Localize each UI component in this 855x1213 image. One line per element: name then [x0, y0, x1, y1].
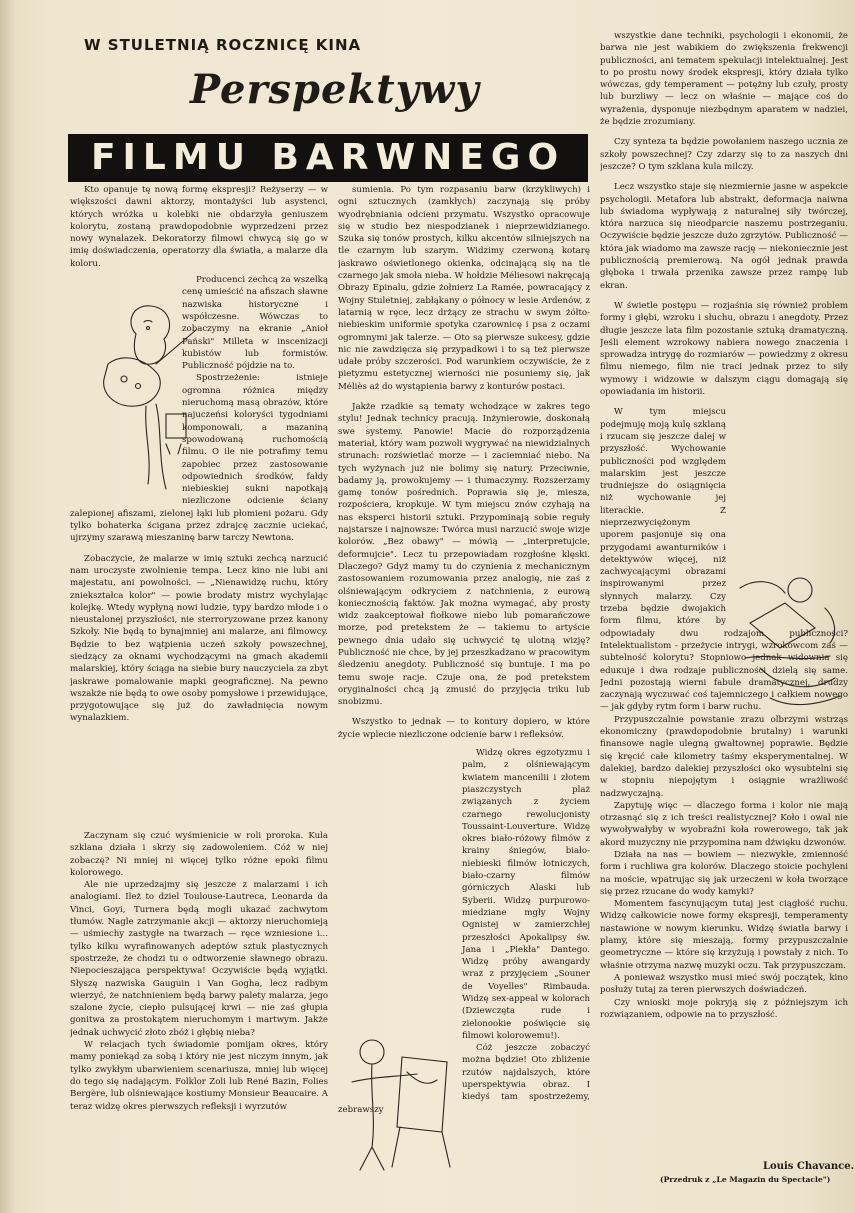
reclining-figure-sketch-icon	[730, 568, 848, 718]
col3-paragraph-4: W świetle postępu — rozjaśnia się również problem formy i głębi, wzroku i słuchu, obrazu i anegdoty. Przez długie jeszcze lata film pozostanie sztuką dramatyczną. Jeśli element wzrokowy nabiera nowego znaczenia i sprowadza intrygę do rozmiarów — powiedzmy z okresu filmu niemego, film nie traci jednak przez to siły wymowy i widzowie w dalszym ciągu domagają się opowiadania im historii.	[600, 300, 848, 398]
binding-spine	[0, 0, 14, 1213]
col1-paragraph-1: Kto opanuje tę nową formę ekspresji? Reżyserzy — w większości dawni aktorzy, montażyści lub asystenci, których wróżka u kolebki nie obdarzyła geniuszem kolorytu, zostaną prawdopodobnie wyprzedzeni przez nowy wynalazek. Dekoratorzy filmowi chwycą się go w imię doświadczenia, operatorzy dla światła, a malarze dla koloru.	[70, 185, 328, 269]
col1-paragraph-4: Zobaczycie, że malarze w imię sztuki zechcą narzucić nam uroczyste zwolnienie tempa. Lecz kino nie lubi ani majestatu, ani powolności. — „Nienawidzę ruchu, który zniekształca kolor" — powie brodaty mistrz wychylając kolejkę. Wtedy wypłyną nowi ludzie, typy bardzo młode i o nieustalonej przyszłości, nie sterroryzowane przez kanony Szkoły. Nie będą to bynajmniej ani malarze, ani filmowcy. Będzie to bez wątpienia uczeń szkoły powszechnej, siedzący za oknami wychodzącymi na gmach akademii malarskiej, który ściąga na siebie bury nauczyciela za zbyt jaskrawe pomalowanie mapki geograficznej. Na pewno wszakże nie będą to owe osoby pomysłowe i przewidujące, przygotowujące się już do zawładnięcia nowym wynalazkiem.	[70, 553, 328, 724]
article-title-banner: FILMU BARWNEGO	[68, 134, 588, 182]
article-supertitle: W STULETNIĄ ROCZNICĘ KINA	[84, 36, 362, 54]
col2-paragraph-5: Cóż jeszcze zobaczyć można będzie! Oto zbliżenie rzutów najdalszych, które uperspektywia obraz. I kiedyś tam spostrzeżemy, zebrawszy	[338, 1043, 590, 1115]
col1-paragraph-3: Spostrzeżenie: istnieje ogromna różnica między nieruchomą masą obrazów, które najuczeńsi koloryści tygodniami komponowali, a mazaniną spowodowaną ruchomością filmu. O ile nie potrafimy temu zapobiec przez zastosowanie odpowiednich środków, fałdy niebieskiej sukni napotkają niezliczone odcienie ściany zalepionej afiszami, zielonej łąki lub płomieni pożaru. Gdy tylko bohaterka ścigana przez zdrajcę zacznie uciekać, ujrzymy szarawą mieszaninę barw tarczy Newtona.	[70, 373, 328, 544]
col1-paragraph-6: Ale nie uprzedzajmy się jeszcze z malarzami i ich analogiami. Ileż to dziel Toulouse-Lautreca, Leonarda da Vinci, Goyi, Turnera będą mogli ukazać zachwytom tłumów. Nagle zatrzymanie akcji — aktorzy nieruchomieją — uśmiechy zastygłe na twarzach — ręce wzniesione i... tylko kilku wyrafinowanych adeptów sztuk plastycznych spostrzeże, że chodzi tu o odtworzenie sławnego obrazu. Niepocieszająca perspektywa! Oczywiście będą wyjątki. Słyszę nazwiska Gauguin i Van Gogha, lecz radbym wierzyć, że natchnieniem będą barwy palety malarza, jego szalone życie, ciepło pulsującej krwi — nie zaś głupia gonitwa za prostokątem nieruchomym i martwym. Jakże jednak uchwycić złoto zbóż i głębię nieba?	[70, 880, 328, 1038]
col3-paragraph-8: Działa na nas — bowiem — niezwykłe, zmienność form i ruchliwa gra kolorów. Dlaczego stoicie pochyleni na moście, wpatrując się jak urzeczeni w koła tworzące się przez rzucane do wody kamyki?	[600, 850, 848, 897]
author-signature: Louis Chavance.	[763, 1161, 855, 1172]
col3-paragraph-9: Momentem fascynującym tutaj jest ciągłość ruchu. Widzę całkowicie nowe formy ekspresji, temperamenty nastawione w nowym kierunku. Widzę światła barwy i plamy, które się mieszają, formy przypuszczalnie geometryczne — które się krzyżują i powstały z nich. To właśnie otrzyma nazwę muzyki oczu. Tak przypuszczam.	[600, 899, 848, 971]
col2-paragraph-3: Wszystko to jednak — to kontury dopiero, w które życie wplecie niezliczone odcienie barw i refleksów.	[338, 717, 590, 740]
col3-paragraph-1: wszystkie dane techniki, psychologii i ekonomii, że barwa nie jest wabikiem do zwiększenia frekwencji publiczności, ani tematem spekulacji intelektualnej. Jest to po prostu nowy środek ekspresji, który działa tylko wówczas, gdy temperament — potężny lub czuły, prosty lub burzliwy — lecz on właśnie — mające coś do wyrażenia, dysponuje niezbędnym aparatem w nadziei, że będzie zrozumiany.	[600, 31, 848, 128]
col3-paragraph-5: W tym miejscu podejmuję moją kulę szklaną i rzucam się jeszcze dalej w przyszłość. Wychowanie publiczności pod względem malarskim jest jeszcze trudniejsze do osiągnięcia niż wychowanie jej literackie. Z nieprzezwyciężonym uporem pasjonuje się ona przygodami awanturników i detektywów więcej, niż zachwycającymi obrazami inspirowanymi przez słynnych malarzy. Czy trzeba będzie dwojakich form filmu, które by odpowiadały dwu rodzajom publiczności? Intelektualistom - przeżycie intrygi, wzrokowcom zaś — subtelność kolorytu? Stopniowo jednak widownia się eduкuje i dwa rodzaje publiczności dzielą się same. Jedni pozostają wierni fabule dramatycznej, drudzy zaczynają wyczuwać coś tajemniczego i całkiem nowego — jak gdyby rytm form i barw ruchu.	[600, 407, 848, 713]
col1-paragraph-5: Zaczynam się czuć wyśmienicie w roli proroka. Kula szklana działa i skrzy się zadowoleniem. Cóż w niej zobaczę? Ni mniej ni więcej tylko różne epoki filmu kolorowego.	[70, 831, 328, 878]
column-1-lower	[70, 830, 328, 1210]
column-1	[70, 184, 328, 809]
figure-with-easel-sketch-icon	[342, 1022, 462, 1172]
col3-paragraph-11: Czy wnioski moje pokryją się z późniejszym ich rozwiązaniem, odpowie na to przyszłość.	[600, 997, 848, 1020]
col1-paragraph-2: Producenci zechcą za wszelką cenę umieścić na afiszach sławne nazwiska historyczne i współczesne. Wówczas to zobaczymy na ekranie „Anioł Pański" Milleta w inscenizacji kubistów lub formistów. Publiczność pójdzie na to.	[182, 275, 328, 372]
article-title-script: Perspektywy	[190, 66, 480, 113]
col3-paragraph-10: A ponieważ wszystko musi mieć swój początek, kino posłuży tutaj za teren pierwszych doświadczeń.	[600, 972, 848, 996]
col2-paragraph-1: sumienia. Po tym rozpasaniu barw (krzykliwych) i ogni sztucznych (zamkłych) zaczynają się próby wyodrębniania odcieni przymatu. Wszystko opracowuje się w studio bez niespodzianek i nieprzewidzianego. Szuka się tonów prostych, kilku akcentów silniejszych na tle czarnym lub szarym. Widzimy czerwoną kotarę jaskrawo oświetlonego okienka, odcinającą się na tle czarnego jak smoła nieba. W hołdzie Méliesowi nakręcają Obrazy Epinalu, gdzie żołnierz La Ramée, powracający z Wojny Stuletniej, zabłąkany o północy w lesie Ardenów, z latarnią w ręce, lecz drżący ze strachu w swym żółto-niebieskim uniformie spotyka czarownicę i psa z oczami ogromnymi jak talerze. — Oto są pierwsze sukcesy, gdzie nic nie zawdzięcza się przypadkowi i to są też pierwsze udałe próby szczerości. Pod warunkiem oczywiście, że z pietyzmu estetycznej wierności nie posuniemy się, jak Méliès aż do wystąpienia barwy z konturów postaci.	[338, 185, 590, 392]
col3-paragraph-2: Czy synteza ta będzie powołaniem naszego ucznia ze szkoły powszechnej? Czy zdarzy się to za naszych dni jeszcze? O tym szklana kula milczy.	[600, 137, 848, 172]
col3-paragraph-3: Lecz wszystko staje się niezmiernie jasne w aspekcie psychologii. Metafora lub abstrakt, deformacja naiwna lub świadoma wypływają z naturalnej siły twórczej, która narzuca się nieodparcie naszemu postrzeganiu. Oczywiście będzie jeszcze dużo zgrzytów. Publiczność — która jak wiadomo ma zawsze rację — niekoniecznie jest publicznością premierową. Na ogół jednak prawda głęboka i trwała przenika zawsze przez rampę lub ekran.	[600, 182, 848, 291]
source-note: (Przedruk z „Le Magazin du Spectacle")	[660, 1175, 831, 1184]
col2-paragraph-4: Widzę okres egzotyzmu i palm, z olśniewającym kwiatem mancenilii i złotem piaszczystych plaż związanych z życiem czarnego rewolucjonisty Toussaint-Louverture. Widzę okres biało-różowy filmów z krainy śniegów, biało-niebieski filmów lotniczych, biało-czarny filmów górniczych Alaski lub Syberii. Widzę purpurowo-miedziane mgły Wojny Ognistej w zamierzchłej przeszłości Apokalipsy św. Jana i „Piekła" Dantego. Widzę próby awangardy wraz z przyjęciem „Souner de Voyelles" Rimbauda. Widzę sex-appeal w kolorach (Dziewczęta rude i zielonookie poświęcie się filmowi kolorowemu!).	[462, 748, 590, 1041]
painter-caricature-sketch-icon	[96, 294, 206, 494]
col3-paragraph-7: Zapytuję więc — dlaczego forma i kolor nie mają otrzasnąć się z ich treści realistycznej? Koło i owal nie wywoływałyby w wyobraźni koła rowerowego, tak jak akord muzyczny nie przypomina nam dźwięku dzwonów.	[600, 800, 848, 848]
col2-paragraph-2: Jakże rzadkie są tematy wchodzące w zakres tego stylu! Jednak technicy pracują. Inżynierowie, doskonałą swe systemy. Panowie! Macie do rozporządzenia materiał, który wam pozwoli wygrywać na niewidzialnych strunach: rozświetlać morze — i zaciemniać niebo. Na tych wyżynach już nie bolimy się natury. Przeciwnie, badamy ją, prowokujemy — i tłumaczymy. Rozszerzamy gamę tonów pośrednich. Poprawia się je, miesza, rozpościera, kropkuje. W tym miejscu znów czyhają na nas eksperci historii sztuki. Przypominają sobie reguły najstarsze i najnowsze: Twórca musi narzucić swoje wizje kolorów. „Bez obawy" — mówią — „interpretujcie, deformujcie". Lecz tu przepowiadam rozgłośne klęski. Dlaczego? Gdyż mamy tu do czynienia z mechanicznym zastosowaniem rozumowania przez analogię, nie zaś z olśniewającym odkryciem z natchnienia, z eurową koniecznością faktów. Jak można wymagać, aby prosty widz zaakceptował fiołkowe niebo lub pomarańczowe morze, pod pretekstem że — takiemu to artyście pewnego dnia udało się uchwycić tę ulotną wizję? Publiczność nie chce, by jej przeszkadzano w pracowitym śledzeniu anegdoty. Publiczność się buntuje. I ma po temu swoje racje. Czuje ona, że pod pretekstem oryginalności chcą ją zmusić do przyjęcia triku lub snobizmu.	[338, 402, 590, 708]
col3-paragraph-6: Przypuszczalnie powstanie zrazu olbrzymi wstrząs ekonomiczny (prawdopodobnie brutalny) i warunki finansowe nagle ulegną gwałtownej poprawie. Będzie się kręcić całe kilometry taśmy eksperymentalnej. W dalekiej, bardzo dalekiej przyszłości oko wysubtelni się w stopniu niepojętym i osiągnie wrażliwość nadzwyczajną.	[600, 714, 848, 799]
col1-paragraph-7: W relacjach tych świadomie pomijam okres, który mamy poniekąd za sobą i który nie jest niczym innym, jak tylko zwykłym ubarwieniem scenariusza, mniej lub więcej do tego się nadającym. Folklor Zoli lub René Bazin, Folies Bergère, lub olśniewające kostiumy Monsieur Beaucaire. A teraz widzę okres pierwszych refleksji i wyrzutów	[70, 1040, 328, 1112]
